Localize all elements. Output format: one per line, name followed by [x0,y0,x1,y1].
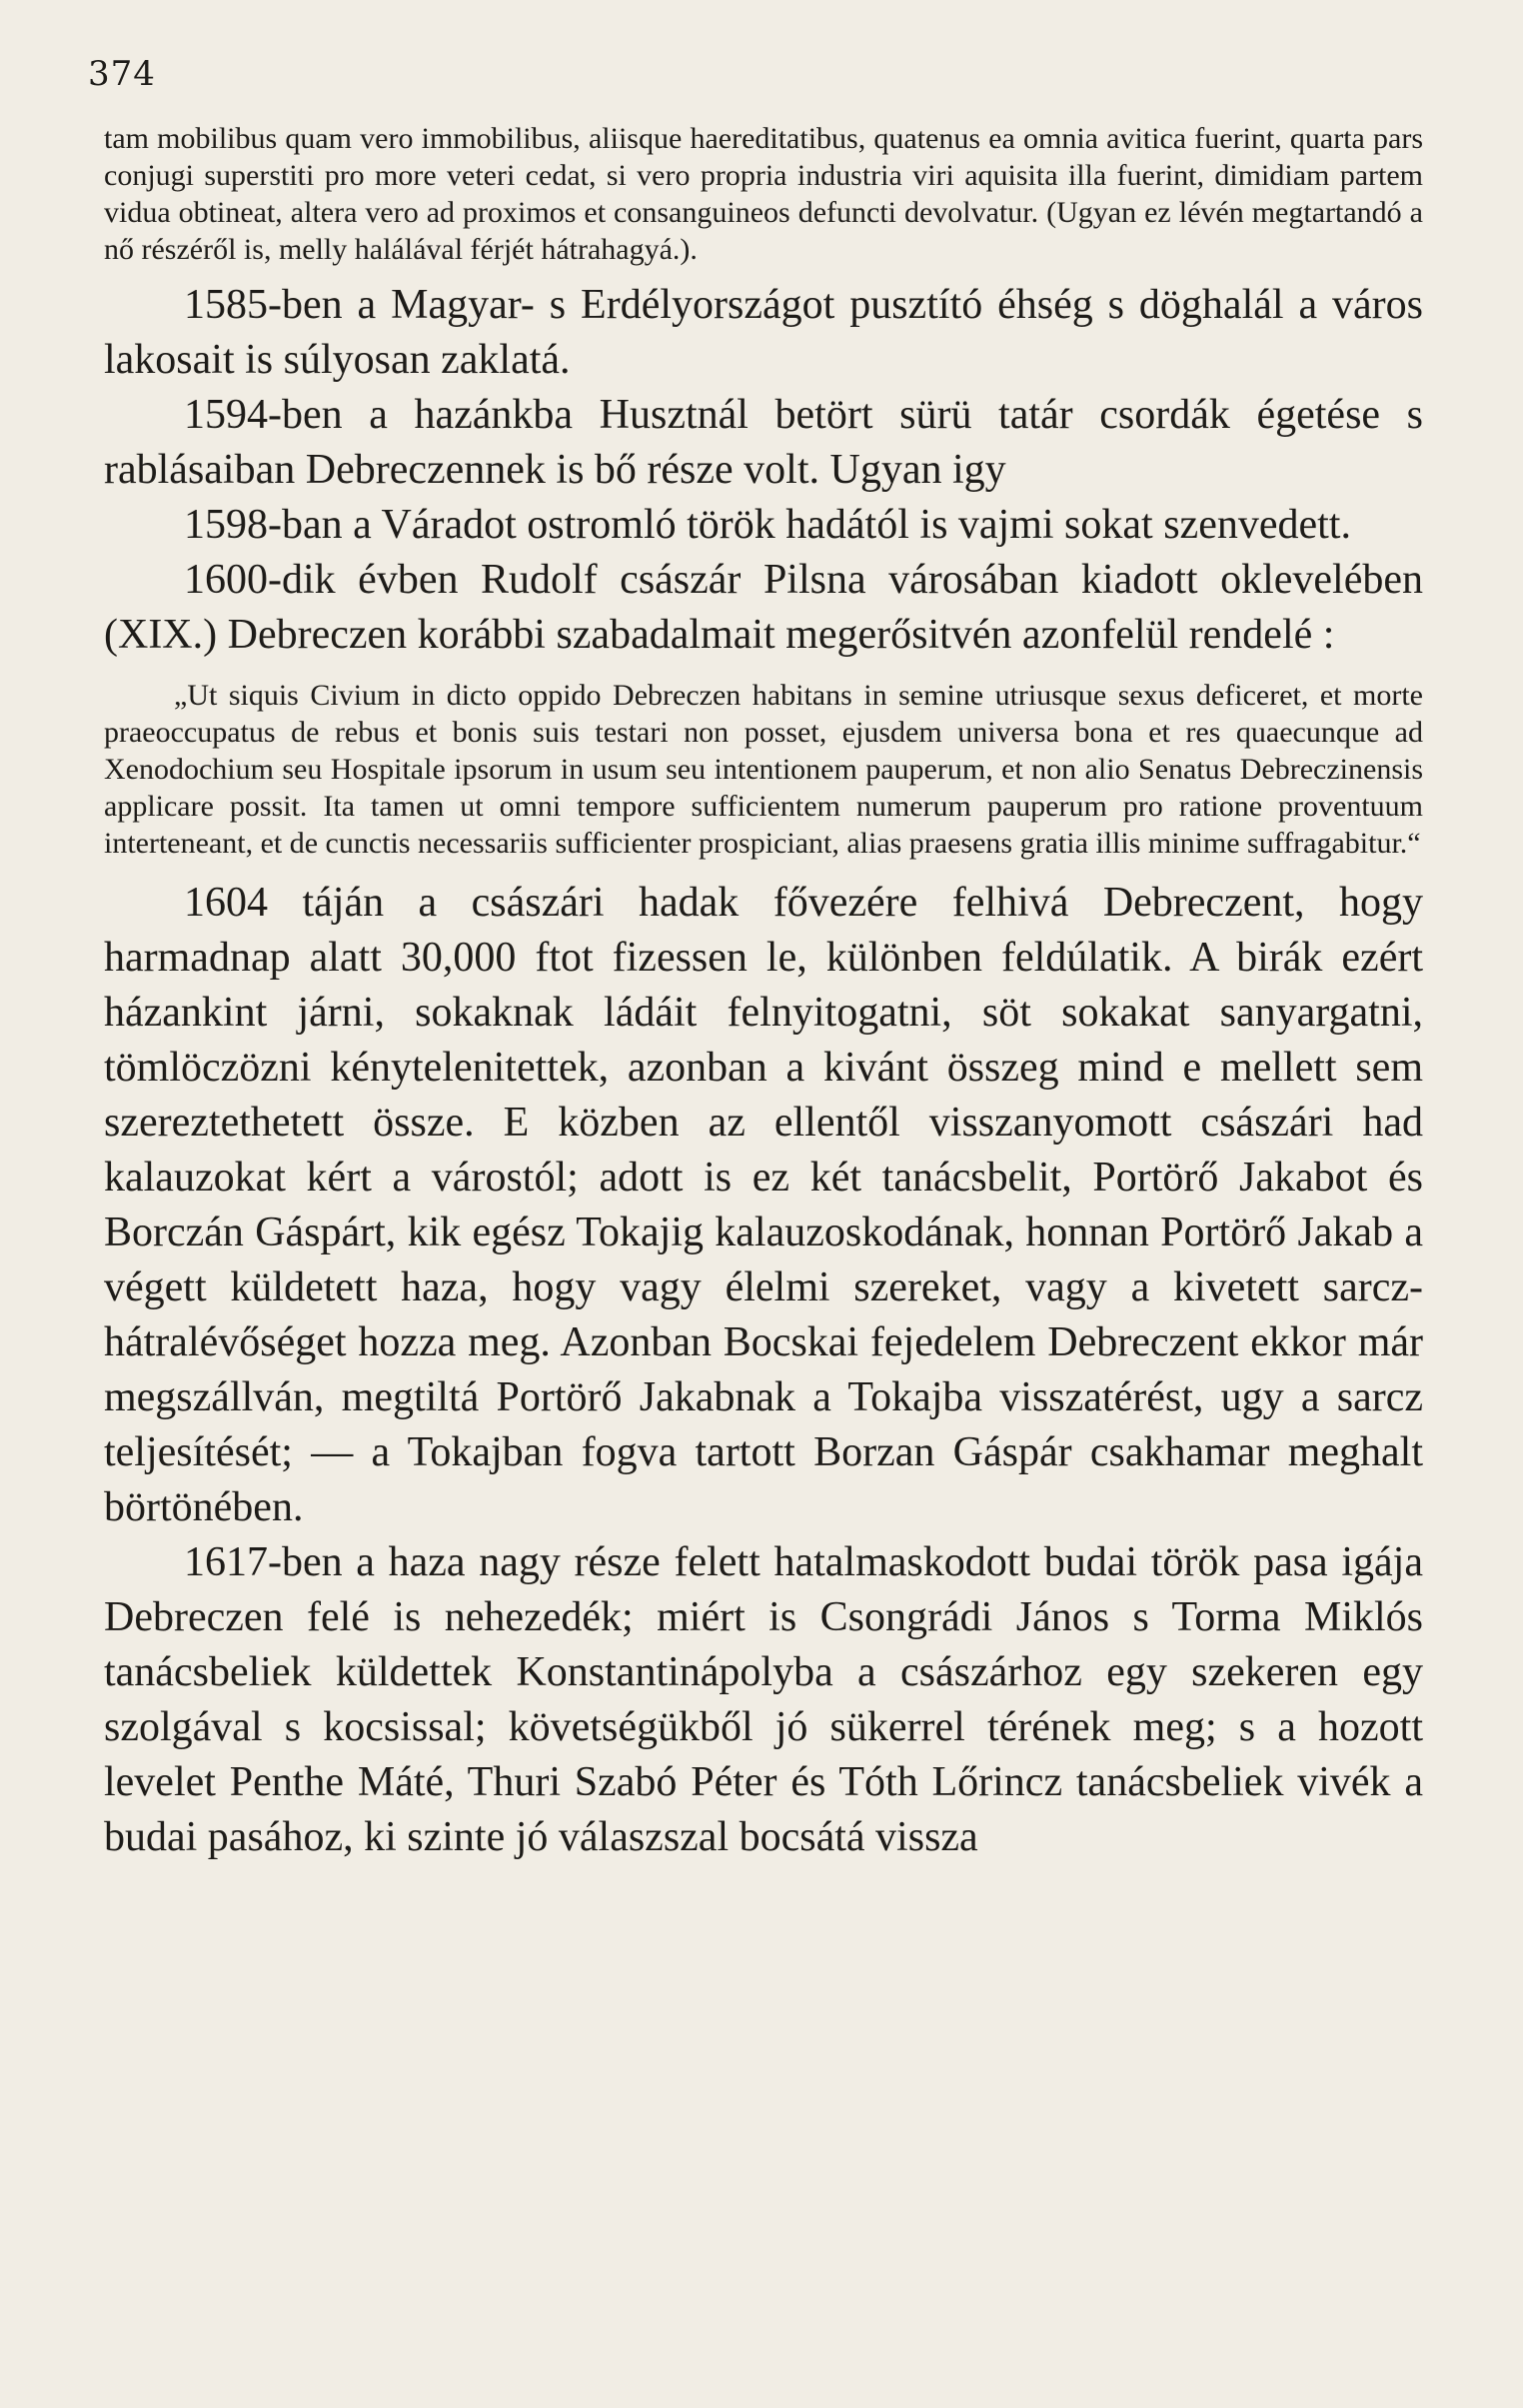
text-column [104,120,1423,1865]
latin-continuation-paragraph: tam mobilibus quam vero immobilibus, aliisque haereditatibus, quatenus ea omnia avitica fuerint, quarta pars conjugi superstiti pro more veteri cedat, si vero propria industria viri aquisita illa fuerint, dimidiam partem vidua obtineat, altera vero ad proximos et consanguineos defuncti devolvatur. (Ugyan ez lévén megtartandó a nő részéről is, melly halálával férjét hátrahagyá.). [104,122,1423,266]
paragraph-1598: 1598-ban a Váradot ostromló török hadától is vajmi sokat szenvedett. [184,502,1351,548]
latin-quote-paragraph: „Ut siquis Civium in dicto oppido Debreczen habitans in semine utriusque sexus deficeret, et morte praeoccupatus de rebus et bonis suis testari non posset, ejusdem universa bona et res quaecunque ad Xenodochium seu Hospitale ipsorum in usum seu intentionem pauperum, et non alio Senatus Debreczinensis applicare possit. Ita tamen ut omni tempore sufficientem numerum pauperum pro ratione proventuum interteneant, et de cunctis necessariis sufficienter prospiciant, alias praesens gratia illis minime suffragabitur.“ [104,679,1423,860]
paragraph-1617: 1617-ben a haza nagy része felett hatalmaskodott budai török pasa igája Debreczen felé is nehezedék; miért is Csongrádi János s Torma Miklós tanácsbeliek küldettek Konstantinápolyba a császárhoz egy szekeren egy szolgával s kocsissal; követségükből jó sükerrel térének meg; s a hozott levelet Penthe Máté, Thuri Szabó Péter és Tóth Lőrincz tanácsbeliek vivék a budai pasához, ki szinte jó válaszszal bocsátá vissza [104,1539,1423,1860]
paragraph-1585: 1585-ben a Magyar- s Erdélyországot pusztító éhség s döghalál a város lakosait is súlyosan zaklatá. [104,282,1423,383]
paragraph-1594: 1594-ben a hazánkba Husztnál betört sürü tatár csordák égetése s rablásaiban Debreczennek is bő része volt. Ugyan igy [104,392,1423,493]
paragraph-1604: 1604 táján a császári hadak fővezére felhivá Debreczent, hogy harmadnap alatt 30,000 ftot fizessen le, különben feldúlatik. A birák ezért házankint járni, sokaknak ládáit felnyitogatni, söt sokakat sanyargatni, tömlöczözni kénytelenitettek, azonban a kivánt összeg mind e mellett sem szereztethetett össze. E közben az ellentől visszanyomott császári had kalauzokat kért a várostól; adott is ez két tanácsbelit, Portörő Jakabot és Borczán Gáspárt, kik egész Tokajig kalauzoskodának, honnan Portörő Jakab a végett küldetett haza, hogy vagy élelmi szereket, vagy a kivetett sarcz-hátralévőséget hozza meg. Azonban Bocskai fejedelem Debreczent ekkor már megszállván, megtiltá Portörő Jakabnak a Tokajba visszatérést, ugy a sarcz teljesítését; — a Tokajban fogva tartott Borzan Gáspár csakhamar meghalt börtönében. [104,880,1423,1530]
paragraph-1600: 1600-dik évben Rudolf császár Pilsna városában kiadott oklevelében (XIX.) Debreczen korábbi szabadalmait megerősitvén azonfelül rendelé : [104,557,1423,658]
page-number: 374 [88,54,156,94]
